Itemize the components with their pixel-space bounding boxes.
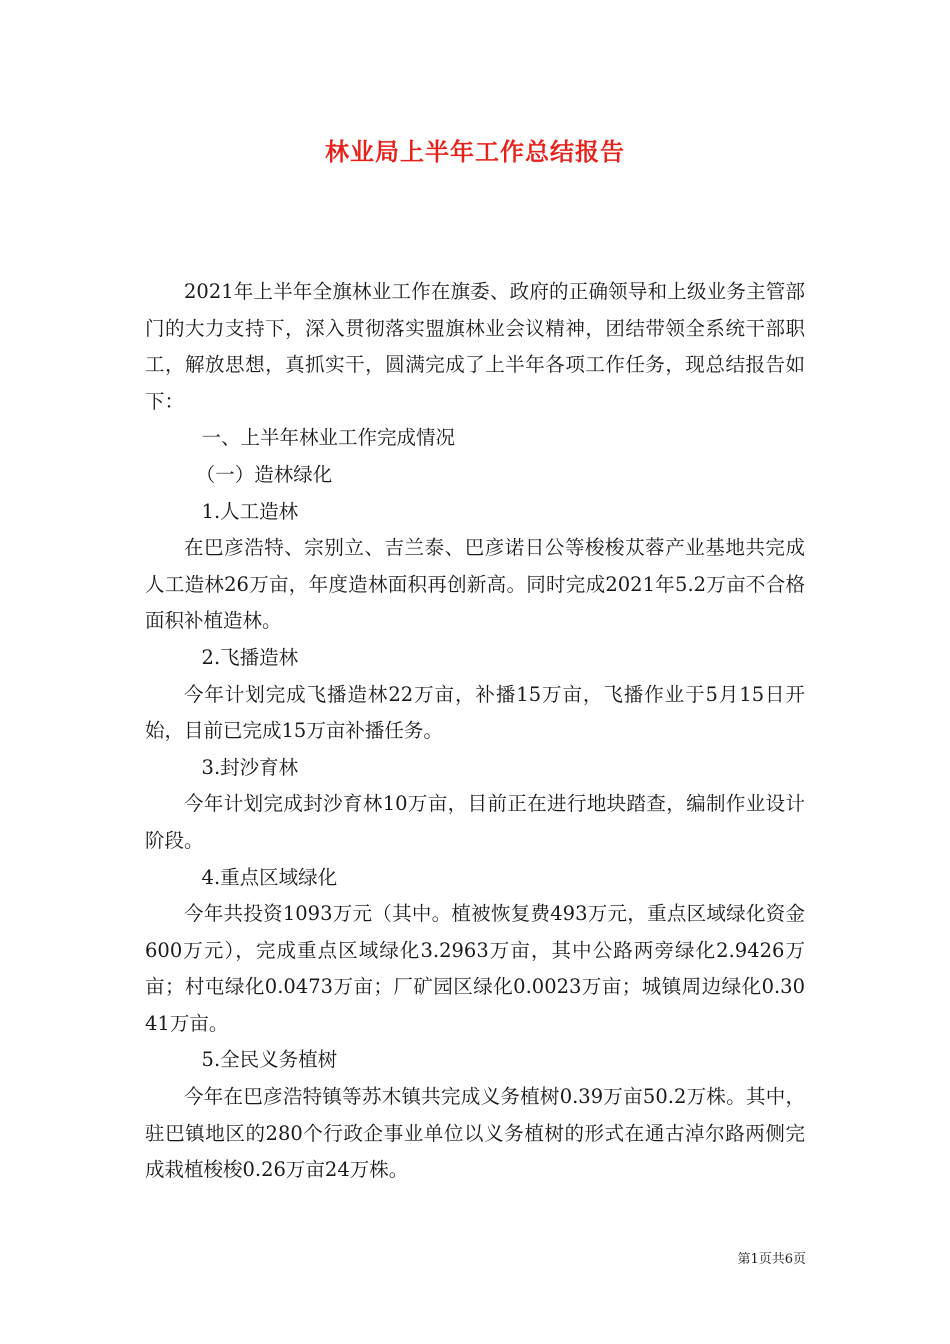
page-number: 第1页共6页 [737, 1252, 806, 1267]
document-title: 林业局上半年工作总结报告 [325, 138, 625, 166]
item-text-voluntary-planting: 今年在巴彦浩特镇等苏木镇共完成义务植树0.39万亩50.2万株。其中，驻巴镇地区的280个行政企事业单位以义务植树的形式在通古淖尔路两侧完成栽植梭梭0.26万亩24万株。 [145, 1085, 805, 1182]
item-heading-aerial-seeding: 2.飞播造林 [201, 645, 299, 669]
intro-paragraph: 2021年上半年全旗林业工作在旗委、政府的正确领导和上级业务主管部门的大力支持下，深入贯彻落实盟旗林业会议精神，团结带领全系统干部职工，解放思想，真抓实干，圆满完成了上半年各项工作任务，现总结报告如下： [145, 280, 805, 413]
item-heading-key-area-greening: 4.重点区域绿化 [201, 865, 338, 889]
item-heading-artificial-afforestation: 1.人工造林 [201, 499, 299, 523]
item-text-key-area-greening: 今年共投资1093万元（其中。植被恢复费493万元，重点区域绿化资金600万元），完成重点区域绿化3.2963万亩，其中公路两旁绿化2.9426万亩；村屯绿化0.0473万亩；厂矿园区绿化0.0023万亩；城镇周边绿化0.3041万亩。 [145, 902, 805, 1035]
document-body [145, 274, 805, 1189]
item-text-artificial-afforestation: 在巴彦浩特、宗别立、吉兰泰、巴彦诺日公等梭梭苁蓉产业基地共完成人工造林26万亩，年度造林面积再创新高。同时完成2021年5.2万亩不合格面积补植造林。 [145, 536, 805, 633]
item-heading-voluntary-planting: 5.全民义务植树 [201, 1048, 338, 1072]
subsection-heading: （一）造林绿化 [195, 462, 333, 486]
item-text-sand-enclosure: 今年计划完成封沙育林10万亩，目前正在进行地块踏查，编制作业设计阶段。 [145, 792, 805, 852]
section-heading: 一、上半年林业工作完成情况 [201, 426, 456, 450]
item-heading-sand-enclosure: 3.封沙育林 [201, 755, 299, 779]
item-text-aerial-seeding: 今年计划完成飞播造林22万亩，补播15万亩，飞播作业于5月15日开始，目前已完成15万亩补播任务。 [145, 682, 805, 743]
